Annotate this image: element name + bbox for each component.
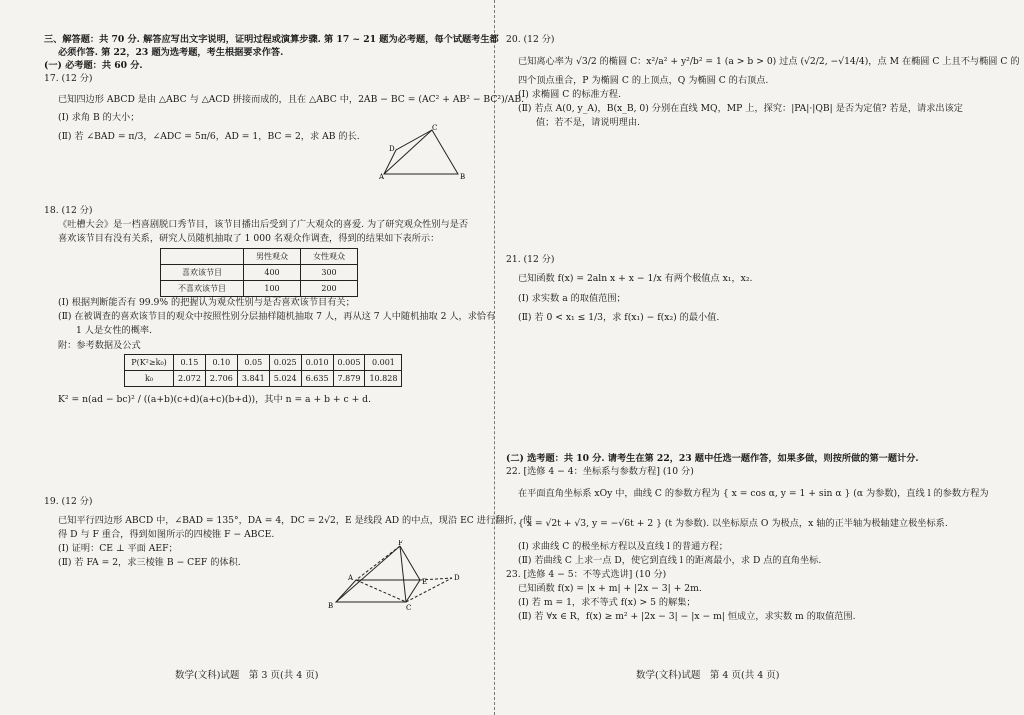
q19-label-f: F <box>398 540 403 547</box>
ref-cell: 3.841 <box>237 371 269 387</box>
survey-row-label: 喜欢该节目 <box>161 265 244 281</box>
q19-stem-1: 已知平行四边形 ABCD 中，∠BAD = 135°，DA = 4，DC = 2√2，E 是线段 AD 的中点，现沿 EC 进行翻折，使 <box>58 515 532 526</box>
q19-number: 19. (12 分) <box>44 496 93 507</box>
q18-formula: K² = n(ad − bc)² / ((a+b)(c+d)(a+c)(b+d))，其中 n = a + b + c + d. <box>58 394 371 405</box>
ref-cell: 0.10 <box>205 355 237 371</box>
q22-stem-1: 在平面直角坐标系 xOy 中，曲线 C 的参数方程为 { x = cos α, y = 1 + sin α } (α 为参数)，直线 l 的参数方程为 <box>518 488 989 499</box>
survey-head-blank <box>161 249 244 265</box>
q19-label-e: E <box>422 578 428 586</box>
survey-cell: 200 <box>301 281 358 297</box>
page-4-footer: 数学(文科)试题 第 4 页(共 4 页) <box>636 670 780 681</box>
q18-stem-1: 《吐槽大会》是一档喜剧脱口秀节目，该节目播出后受到了广大观众的喜爱. 为了研究观众性别与是否 <box>58 219 469 230</box>
q18-part2a: (Ⅱ) 在被调查的喜欢该节目的观众中按照性别分层抽样随机抽取 7 人，再从这 7 人中随机抽取 2 人，求恰有 <box>58 311 496 322</box>
q19-part2: (Ⅱ) 若 FA = 2，求三棱锥 B − CEF 的体积. <box>58 557 241 568</box>
q21-stem: 已知函数 f(x) = 2aln x + x − 1/x 有两个极值点 x₁，x₂. <box>518 273 753 284</box>
q18-reference-title: 附：参考数据及公式 <box>58 340 141 351</box>
ref-cell: 0.15 <box>174 355 206 371</box>
q18-stem-2: 喜欢该节目有没有关系，研究人员随机抽取了 1 000 名观众作调查，得到的结果如下表所示： <box>58 233 440 244</box>
q23-part1: (Ⅰ) 若 m = 1，求不等式 f(x) > 5 的解集； <box>518 597 696 608</box>
q19-figure <box>326 540 466 612</box>
survey-head-female: 女性观众 <box>301 249 358 265</box>
q19-label-a: A <box>348 574 354 582</box>
page-divider <box>494 0 496 715</box>
q17-label-a: A <box>379 173 385 180</box>
q21-part1: (Ⅰ) 求实数 a 的取值范围； <box>518 293 626 304</box>
ref-cell: 2.706 <box>205 371 237 387</box>
q17-label-c: C <box>432 124 438 132</box>
q21-part2: (Ⅱ) 若 0 < x₁ ≤ 1/3，求 f(x₁) − f(x₂) 的最小值. <box>518 312 720 323</box>
q23-stem: 已知函数 f(x) = |x + m| + |2x − 3| + 2m. <box>518 583 702 594</box>
q17-part2: (Ⅱ) 若 ∠BAD = π/3，∠ADC = 5π/6，AD = 1，BC = 2，求 AB 的长. <box>58 131 360 142</box>
q21-number: 21. (12 分) <box>506 254 555 265</box>
ref-cell: 7.879 <box>333 371 365 387</box>
q20-number: 20. (12 分) <box>506 34 555 45</box>
q22-part2: (Ⅱ) 若曲线 C 上求一点 D，使它到直线 l 的距离最小，求 D 点的直角坐标. <box>518 555 822 566</box>
q23-number: 23. [选修 4 − 5：不等式选讲] (10 分) <box>506 569 667 580</box>
q17-stem: 已知四边形 ABCD 是由 △ABC 与 △ACD 拼接而成的，且在 △ABC 中，2AB − BC = (AC² + AB² − BC²)/AB. <box>58 94 525 105</box>
page-4 <box>500 0 1024 715</box>
ref-cell: 0.005 <box>333 355 365 371</box>
page-3-footer: 数学(文科)试题 第 3 页(共 4 页) <box>175 670 319 681</box>
optional-heading: (二) 选考题：共 10 分. 请考生在第 22，23 题中任选一题作答，如果多做，则按所做的第一题计分. <box>506 453 919 464</box>
ref-cell: 0.05 <box>237 355 269 371</box>
q19-label-c: C <box>406 604 412 612</box>
q19-label-b: B <box>328 602 334 610</box>
q17-part1: (Ⅰ) 求角 B 的大小； <box>58 112 140 123</box>
section3-heading: 三、解答题：共 70 分. 解答应写出文字说明，证明过程或演算步骤. 第 17 ~ 21 题为必考题，每个试题考生都 <box>44 34 499 45</box>
q20-stem-2: 四个顶点重合，P 为椭圆 C 的上顶点，Q 为椭圆 C 的右顶点. <box>518 75 769 86</box>
survey-cell: 300 <box>301 265 358 281</box>
survey-row-label: 不喜欢该节目 <box>161 281 244 297</box>
q18-reference-table <box>124 354 402 387</box>
q18-number: 18. (12 分) <box>44 205 93 216</box>
q23-part2: (Ⅱ) 若 ∀x ∈ R，f(x) ≥ m² + |2x − 3| − |x − m| 恒成立，求实数 m 的取值范围. <box>518 611 856 622</box>
q17-number: 17. (12 分) <box>44 73 93 84</box>
q18-part2b: 1 人是女性的概率. <box>76 325 152 336</box>
ref-cell: 6.635 <box>301 371 333 387</box>
q18-part1: (Ⅰ) 根据判断能否有 99.9% 的把握认为观众性别与是否喜欢该节目有关； <box>58 297 355 308</box>
q17-label-d: D <box>389 145 395 153</box>
ref-cell: 5.024 <box>269 371 301 387</box>
q18-survey-table <box>160 248 358 297</box>
ref-cell: k₀ <box>125 371 174 387</box>
ref-cell: 2.072 <box>174 371 206 387</box>
q19-part1: (Ⅰ) 证明：CE ⊥ 平面 AEF； <box>58 543 178 554</box>
survey-cell: 100 <box>244 281 301 297</box>
q22-number: 22. [选修 4 − 4：坐标系与参数方程] (10 分) <box>506 466 694 477</box>
ref-cell: P(K²≥k₀) <box>125 355 174 371</box>
section3-heading-2: 必须作答. 第 22，23 题为选考题，考生根据要求作答. <box>58 47 284 58</box>
ref-cell: 0.025 <box>269 355 301 371</box>
ref-cell: 0.010 <box>301 355 333 371</box>
q17-figure <box>378 124 468 180</box>
q19-label-d: D <box>454 574 460 582</box>
q19-stem-2: 得 D 与 F 重合，得到如图所示的四棱锥 F − ABCE. <box>58 529 275 540</box>
survey-head-male: 男性观众 <box>244 249 301 265</box>
q22-stem-2: { x = √2t + √3, y = −√6t + 2 } (t 为参数). 以坐标原点 O 为极点，x 轴的正半轴为极轴建立极坐标系. <box>518 518 948 529</box>
q22-part1: (Ⅰ) 求曲线 C 的极坐标方程以及直线 l 的普通方程； <box>518 541 728 552</box>
ref-cell: 10.828 <box>365 371 402 387</box>
q20-stem-1: 已知离心率为 √3/2 的椭圆 C：x²/a² + y²/b² = 1 (a > b > 0) 过点 (√2/2, −√14/4)，点 M 在椭圆 C 上且不与椭圆 C 的 <box>518 56 1020 67</box>
q20-part2b: 值；若不是，请说明理由. <box>536 117 640 128</box>
required-heading: (一) 必考题：共 60 分. <box>44 60 143 71</box>
ref-cell: 0.001 <box>365 355 402 371</box>
q20-part2a: (Ⅱ) 若点 A(0, y_A)，B(x_B, 0) 分别在直线 MQ，MP 上，探究：|PA|·|QB| 是否为定值? 若是，请求出该定 <box>518 103 963 114</box>
q20-part1: (Ⅰ) 求椭圆 C 的标准方程. <box>518 89 622 100</box>
survey-cell: 400 <box>244 265 301 281</box>
q17-label-b: B <box>460 173 466 180</box>
